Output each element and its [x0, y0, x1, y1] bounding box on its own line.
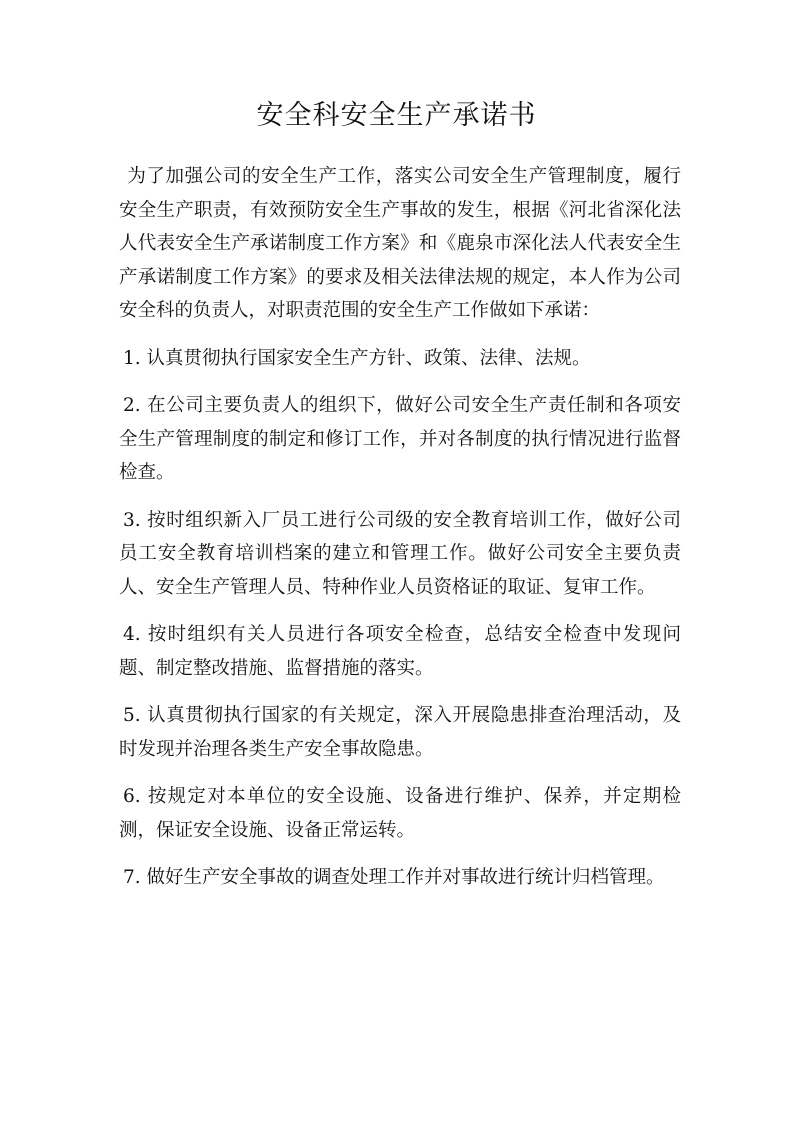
commitment-item-6 [119, 780, 681, 847]
item-text: 按规定对本单位的安全设施、设备进行维护、保养，并定期检测，保证安全设施、设备正常运转。 [119, 786, 681, 841]
item-text: 认真贯彻执行国家安全生产方针、政策、法律、法规。 [146, 347, 591, 369]
item-number: 5. [123, 705, 141, 726]
commitment-item-4 [119, 618, 681, 685]
commitment-item-3 [119, 504, 681, 605]
item-number: 7. [123, 867, 141, 888]
item-text: 认真贯彻执行国家的有关规定，深入开展隐患排查治理活动，及时发现并治理各类生产安全事故隐患。 [119, 705, 681, 760]
item-number: 1. [123, 347, 141, 369]
item-number: 4. [123, 624, 141, 645]
document-title: 安全科安全生产承诺书 [256, 100, 537, 131]
item-text: 在公司主要负责人的组织下，做好公司安全生产责任制和各项安全生产管理制度的制定和修订工作，并对各制度的执行情况进行监督检查。 [119, 395, 681, 483]
commitment-item-5 [119, 699, 681, 766]
item-text: 做好生产安全事故的调查处理工作并对事故进行统计归档管理。 [146, 867, 665, 888]
commitment-item-2 [119, 389, 681, 490]
item-text: 按时组织有关人员进行各项安全检查，总结安全检查中发现问题、制定整改措施、监督措施的落实。 [119, 624, 681, 679]
document-body [119, 160, 681, 909]
intro-paragraph: 为了加强公司的安全生产工作，落实公司安全生产管理制度，履行安全生产职责，有效预防安全生产事故的发生，根据《河北省深化法人代表安全生产承诺制度工作方案》和《鹿泉市深化法人代表安全生产承诺制度工作方案》的要求及相关法律法规的规定，本人作为公司安全科的负责人，对职责范围的安全生产工作做如下承诺： [119, 166, 681, 321]
commitment-item-7 [119, 861, 681, 895]
item-number: 3. [123, 509, 141, 531]
item-number: 2. [123, 395, 141, 416]
item-number: 6. [123, 786, 141, 807]
commitment-item-1 [119, 342, 681, 376]
item-text: 按时组织新入厂员工进行公司级的安全教育培训工作，做好公司员工安全教育培训档案的建立和管理工作。做好公司安全主要负责人、安全生产管理人员、特种作业人员资格证的取证、复审工作。 [119, 509, 681, 598]
